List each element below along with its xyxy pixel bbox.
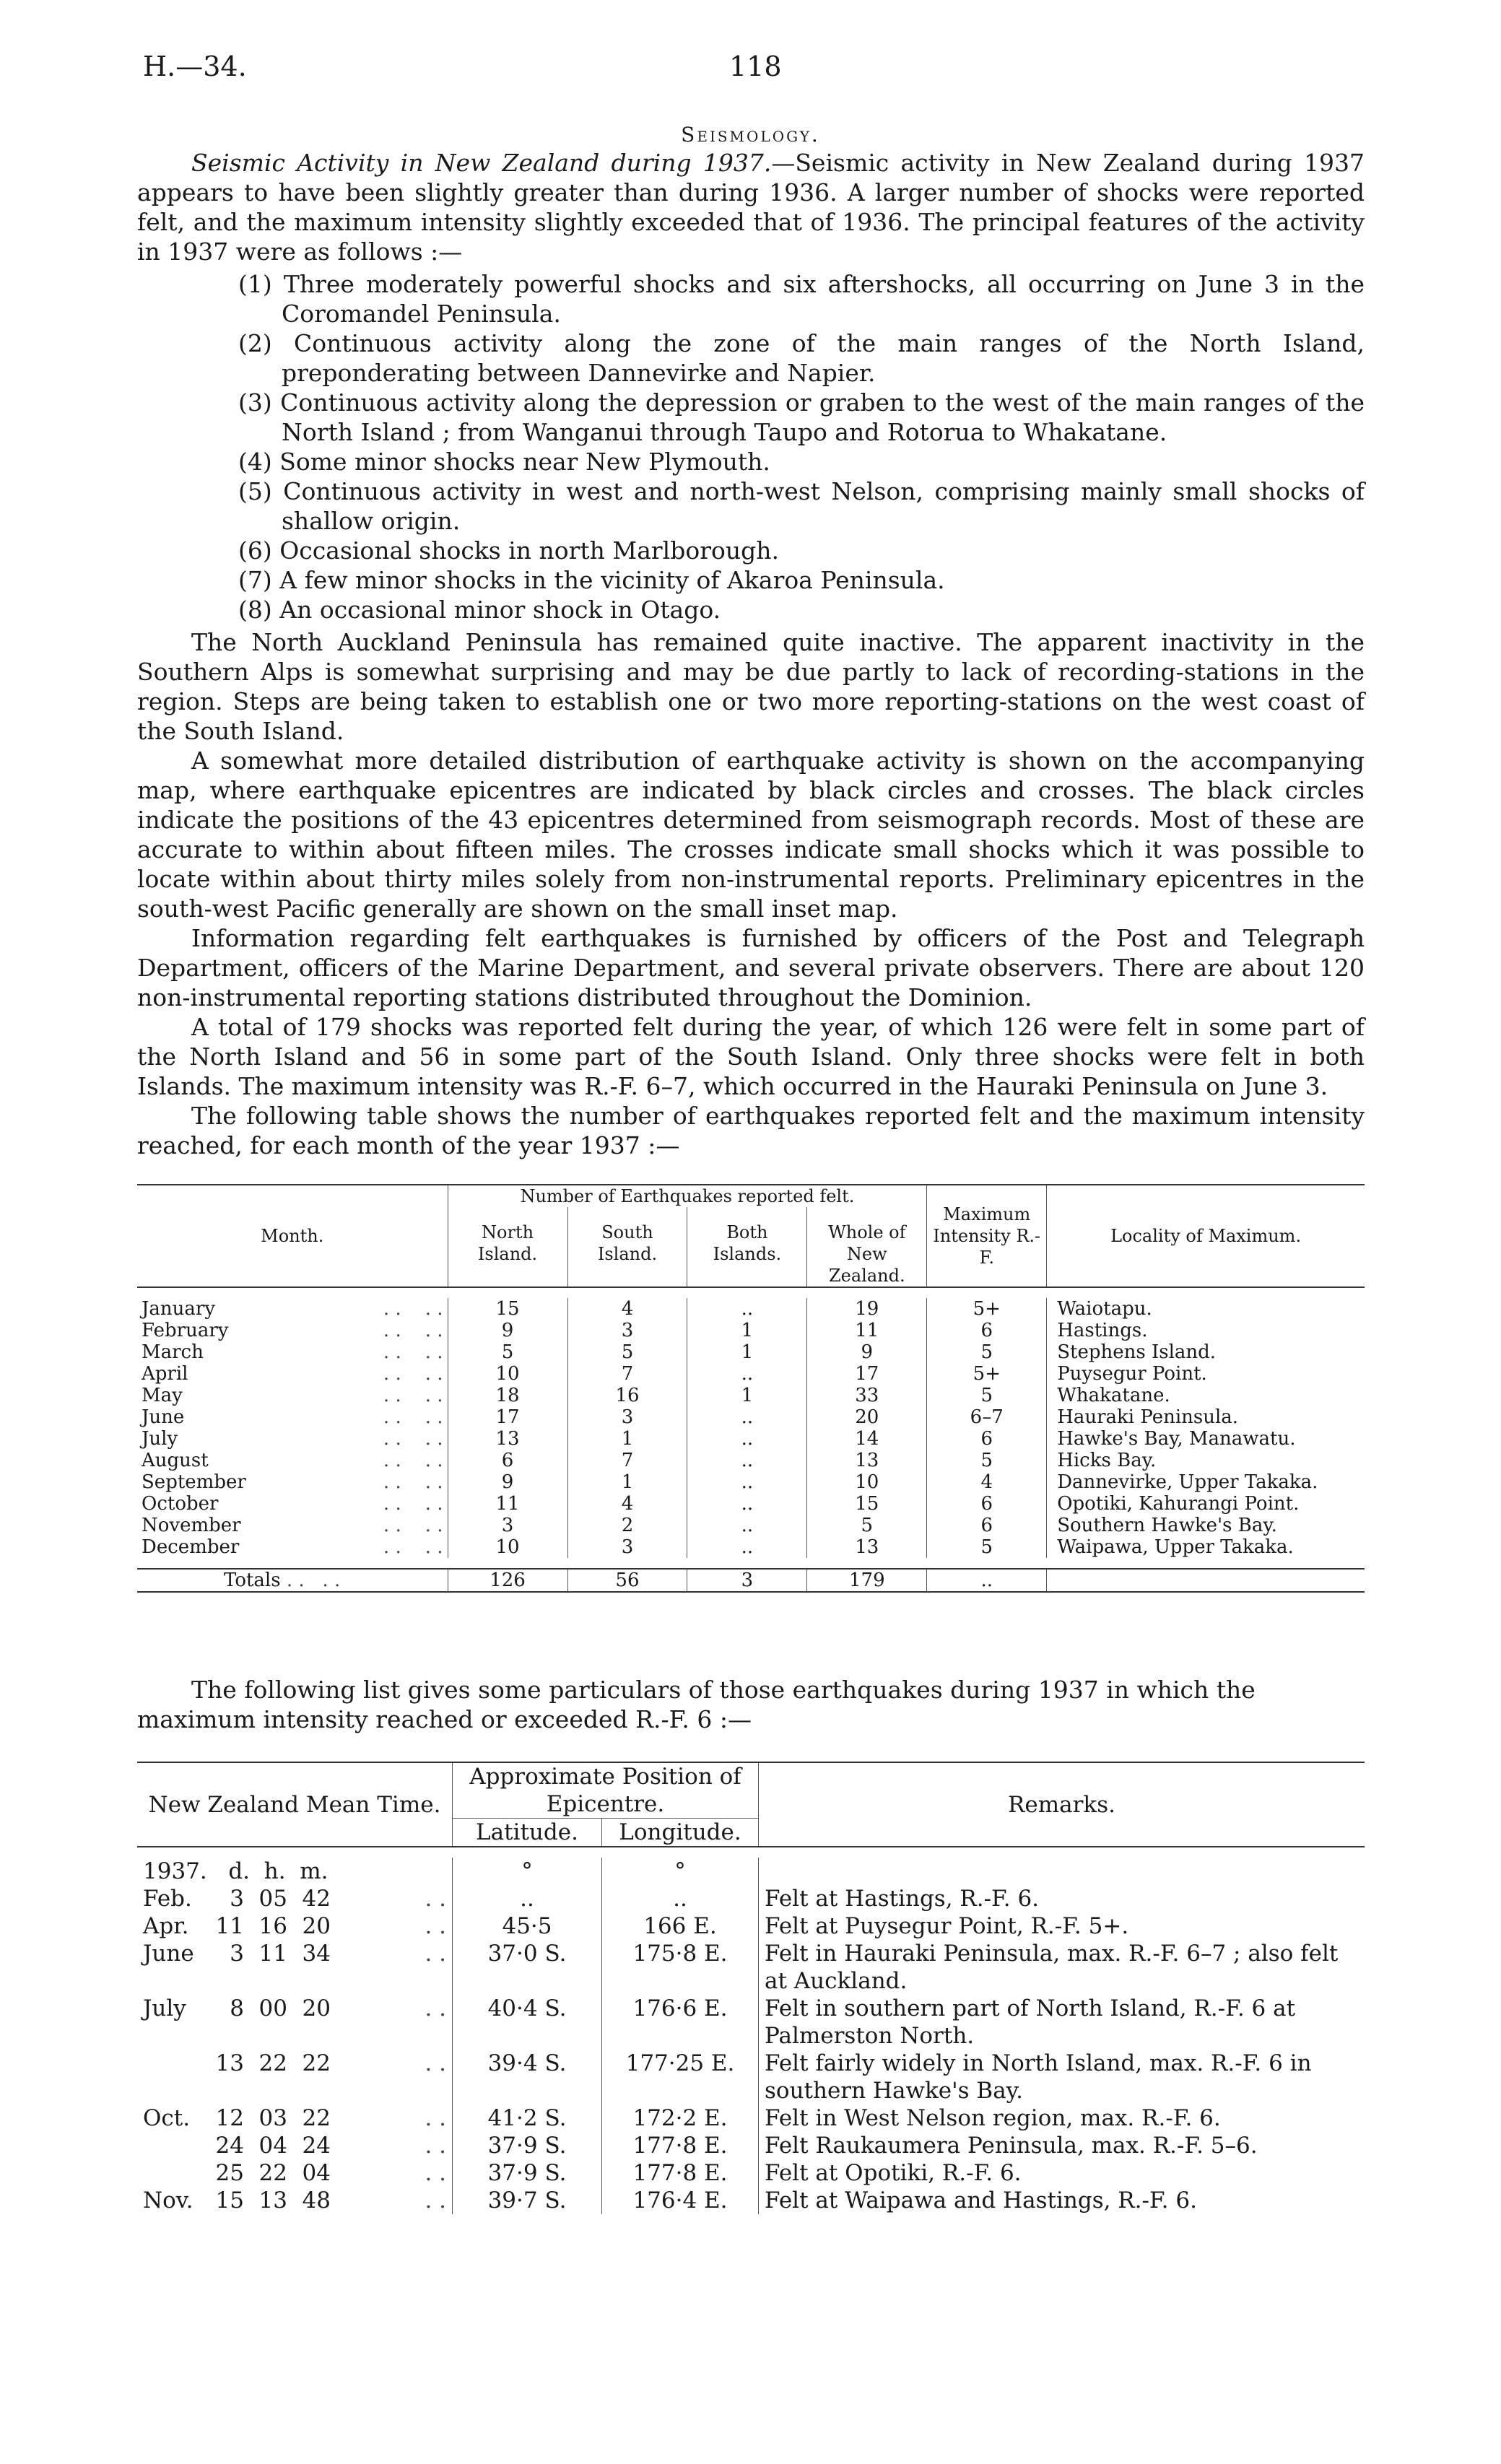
cell-locality: Hastings.: [1047, 1320, 1365, 1341]
cell-north: 13: [448, 1428, 567, 1450]
lat-unit: °: [453, 1858, 602, 1885]
month-name: January: [142, 1298, 216, 1320]
month-abbr: July: [143, 1995, 186, 2021]
month-name: July: [142, 1428, 178, 1450]
month-name: December: [142, 1536, 240, 1558]
leader-dots: . . . .: [383, 1406, 443, 1428]
cell-locality: Hicks Bay.: [1047, 1450, 1365, 1471]
month-cell: [137, 1493, 448, 1515]
day: 8: [230, 1995, 244, 2021]
longitude-cell: 175·8 E.: [602, 1940, 759, 1995]
leader-dots: . .: [425, 2105, 446, 2131]
longitude-cell: 177·8 E.: [602, 2132, 759, 2159]
table-row: [137, 2187, 1365, 2214]
feature-text: Three moderately powerful shocks and six aftershocks, all occurring on June 3 in the Coromandel Peninsula.: [282, 270, 1365, 328]
paragraph: Information regarding felt earthquakes is furnished by officers of the Post and Telegraph Department, officers of the Marine Department, and several private observers. There are about 120 non-instrumental reporting stations distributed throughout the Dominion.: [137, 924, 1365, 1011]
feature-number: (4): [238, 448, 272, 476]
cell-both: 1: [687, 1341, 807, 1363]
cell-both: ..: [687, 1515, 807, 1536]
table-row: [137, 1995, 1365, 2050]
totals-row: [137, 1569, 1365, 1592]
time-cell: [137, 1995, 453, 2050]
latitude-cell: 39·4 S.: [453, 2050, 602, 2104]
monthly-table-wrapper: [137, 1184, 1365, 1595]
lead-text: —Seismic activity in New Zealand during 1937 appears to have been slightly greater than during 1936. A larger number of shocks were reported felt, and the maximum intensity slightly exceeded that of 1936. The principal features of the activity in 1937 were as follows :—: [137, 149, 1365, 266]
feature-text: Continuous activity along the zone of the main ranges of the North Island, preponderating between Dannevirke and Napier.: [282, 329, 1365, 387]
month-cell: [137, 1536, 448, 1558]
hour: 04: [258, 2133, 287, 2159]
time-cell: [137, 2187, 453, 2214]
cell-whole: 11: [807, 1320, 927, 1341]
col-locality: Locality of Maximum.: [1047, 1185, 1365, 1287]
cell-both: ..: [687, 1298, 807, 1320]
table-row: [137, 1912, 1365, 1940]
table-row: [137, 1493, 1365, 1515]
latitude-cell: 37·9 S.: [453, 2132, 602, 2159]
month-name: June: [142, 1406, 185, 1428]
totals-label: Totals . . . .: [224, 1570, 341, 1591]
remarks-cell: Felt in West Nelson region, max. R.-F. 6.: [759, 2104, 1365, 2132]
cell-locality: Hawke's Bay, Manawatu.: [1047, 1428, 1365, 1450]
cell-both: ..: [687, 1450, 807, 1471]
cell-whole: 15: [807, 1493, 927, 1515]
feature-item: [238, 565, 1365, 595]
cell-whole: 20: [807, 1406, 927, 1428]
month-cell: [137, 1450, 448, 1471]
day: 3: [230, 1886, 244, 1912]
cell-south: 2: [567, 1515, 687, 1536]
col-max-intensity: Maximum Intensity R.-F.: [927, 1185, 1047, 1287]
remarks-cell: Felt in Hauraki Peninsula, max. R.-F. 6–7 ; also felt at Auckland.: [759, 1940, 1365, 1995]
cell-south: 1: [567, 1428, 687, 1450]
quake-table-body: [137, 1885, 1365, 2214]
cell-whole: 5: [807, 1515, 927, 1536]
feature-number: (2): [238, 329, 272, 357]
time-cell: [137, 2159, 453, 2187]
cell-whole: 13: [807, 1536, 927, 1558]
cell-north: 18: [448, 1385, 567, 1406]
cell-south: 1: [567, 1471, 687, 1493]
month-cell: [137, 1320, 448, 1341]
month-name: October: [142, 1493, 219, 1515]
leader-dots: . . . .: [383, 1493, 443, 1515]
cell-max: 6–7: [927, 1406, 1047, 1428]
cell-south: 7: [567, 1450, 687, 1471]
cell-max: 5: [927, 1450, 1047, 1471]
month-cell: [137, 1298, 448, 1320]
table-row: [137, 1536, 1365, 1558]
feature-item: [238, 269, 1365, 328]
longitude-cell: 177·8 E.: [602, 2159, 759, 2187]
leader-dots: . .: [425, 2133, 446, 2159]
cell-both: ..: [687, 1428, 807, 1450]
paragraph: A somewhat more detailed distribution of earthquake activity is shown on the accompanying map, where earthquake epicentres are indicated by black circles and crosses. The black circles indicate the positions of the 43 epicentres determined from seismograph records. Most of these are accurate to within about fifteen miles. The crosses indicate small shocks which it was possible to locate within about thirty miles solely from non-instrumental reports. Preliminary epicentres in the south-west Pacific generally are shown on the small inset map.: [137, 746, 1365, 923]
cell-both: ..: [687, 1493, 807, 1515]
cell-locality: Stephens Island.: [1047, 1341, 1365, 1363]
longitude-cell: ..: [602, 1885, 759, 1912]
latitude-cell: 37·0 S.: [453, 1940, 602, 1995]
feature-number: (8): [238, 596, 272, 624]
cell-both: ..: [687, 1471, 807, 1493]
table-row: [137, 1885, 1365, 1912]
cell-both: 1: [687, 1385, 807, 1406]
cell-south: 3: [567, 1406, 687, 1428]
table-row: [137, 1450, 1365, 1471]
cell-both: ..: [687, 1536, 807, 1558]
cell-max: 6: [927, 1493, 1047, 1515]
longitude-cell: 176·4 E.: [602, 2187, 759, 2214]
month-name: August: [142, 1450, 209, 1471]
cell-north: 10: [448, 1536, 567, 1558]
cell-max: 5: [927, 1341, 1047, 1363]
month-name: March: [142, 1341, 204, 1363]
minute: 22: [302, 2105, 331, 2131]
total-whole: 179: [807, 1569, 927, 1592]
table-row: [137, 1428, 1365, 1450]
longitude-cell: 166 E.: [602, 1912, 759, 1940]
monthly-earthquake-table: [137, 1184, 1365, 1595]
cell-north: 3: [448, 1515, 567, 1536]
leader-dots: . . . .: [383, 1428, 443, 1450]
cell-north: 6: [448, 1450, 567, 1471]
minute: 20: [302, 1913, 331, 1939]
remarks-cell: Felt in southern part of North Island, R.-F. 6 at Palmerston North.: [759, 1995, 1365, 2050]
feature-item: [238, 388, 1365, 447]
hour: 16: [258, 1913, 287, 1939]
total-max: ..: [927, 1569, 1047, 1592]
table-row: [137, 1471, 1365, 1493]
cell-whole: 19: [807, 1298, 927, 1320]
cell-north: 9: [448, 1320, 567, 1341]
leader-dots: . .: [425, 2187, 446, 2213]
month-name: September: [142, 1471, 246, 1493]
col-whole: Whole of New Zealand.: [807, 1207, 927, 1287]
col-longitude: Longitude.: [602, 1819, 759, 1847]
feature-item: [238, 536, 1365, 565]
leader-dots: . . . .: [383, 1363, 443, 1385]
cell-whole: 14: [807, 1428, 927, 1450]
remarks-cell: Felt Raukaumera Peninsula, max. R.-F. 5–6.: [759, 2132, 1365, 2159]
leader-dots: . . . .: [383, 1298, 443, 1320]
leader-dots: . . . .: [383, 1471, 443, 1493]
cell-max: 4: [927, 1471, 1047, 1493]
minute: 24: [302, 2133, 331, 2159]
cell-locality: Opotiki, Kahurangi Point.: [1047, 1493, 1365, 1515]
month-cell: [137, 1515, 448, 1536]
lon-unit: °: [602, 1858, 759, 1885]
month-cell: [137, 1385, 448, 1406]
latitude-cell: 37·9 S.: [453, 2159, 602, 2187]
month-abbr: Apr.: [143, 1913, 189, 1939]
month-abbr: Nov.: [143, 2187, 193, 2213]
cell-max: 5: [927, 1536, 1047, 1558]
quake-table-wrapper: [137, 1762, 1365, 2214]
hour: 22: [258, 2160, 287, 2186]
feature-text: Occasional shocks in north Marlborough.: [279, 536, 779, 565]
col-both: Both Islands.: [687, 1207, 807, 1287]
time-cell: [137, 1940, 453, 1995]
latitude-cell: 39·7 S.: [453, 2187, 602, 2214]
col-time: New Zealand Mean Time.: [148, 1791, 441, 1818]
minute: 20: [302, 1995, 331, 2021]
cell-locality: Southern Hawke's Bay.: [1047, 1515, 1365, 1536]
cell-locality: Waipawa, Upper Takaka.: [1047, 1536, 1365, 1558]
table-row: [137, 1406, 1365, 1428]
month-abbr: Feb.: [143, 1886, 192, 1912]
leader-dots: . .: [425, 1941, 446, 1967]
monthly-table-body: [137, 1298, 1365, 1558]
feature-text: An occasional minor shock in Otago.: [279, 596, 721, 624]
cell-max: 5+: [927, 1363, 1047, 1385]
feature-item: [238, 476, 1365, 536]
minute: 04: [302, 2160, 331, 2186]
section-title: Seismology.: [681, 123, 820, 147]
cell-locality: Dannevirke, Upper Takaka.: [1047, 1471, 1365, 1493]
feature-number: (5): [238, 477, 272, 505]
remarks-cell: Felt at Puysegur Point, R.-F. 5+.: [759, 1912, 1365, 1940]
col-latitude: Latitude.: [453, 1819, 602, 1847]
cell-both: ..: [687, 1406, 807, 1428]
cell-whole: 33: [807, 1385, 927, 1406]
feature-text: Some minor shocks near New Plymouth.: [279, 448, 770, 476]
cell-locality: Waiotapu.: [1047, 1298, 1365, 1320]
time-cell: [137, 2050, 453, 2104]
table-row: [137, 1320, 1365, 1341]
table-row: [137, 1515, 1365, 1536]
day: 12: [215, 2105, 244, 2131]
month-abbr: June: [143, 1941, 194, 1967]
feature-item: [238, 447, 1365, 476]
remarks-cell: Felt fairly widely in North Island, max. R.-F. 6 in southern Hawke's Bay.: [759, 2050, 1365, 2104]
month-name: April: [142, 1363, 188, 1385]
month-name: May: [142, 1385, 183, 1406]
cell-south: 5: [567, 1341, 687, 1363]
cell-north: 9: [448, 1471, 567, 1493]
feature-text: Continuous activity in west and north-west Nelson, comprising mainly small shocks of shallow origin.: [282, 477, 1365, 535]
hour: 05: [258, 1886, 287, 1912]
month-cell: [137, 1406, 448, 1428]
time-cell: [137, 1912, 453, 1940]
total-both: 3: [687, 1569, 807, 1592]
table-row: [137, 2104, 1365, 2132]
cell-south: 4: [567, 1298, 687, 1320]
cell-max: 5: [927, 1385, 1047, 1406]
month-cell: [137, 1363, 448, 1385]
day: 11: [215, 1913, 244, 1939]
quake-list-table: [137, 1762, 1365, 2214]
time-cell: [137, 1885, 453, 1912]
remarks-cell: Felt at Hastings, R.-F. 6.: [759, 1885, 1365, 1912]
day: 15: [215, 2187, 244, 2213]
longitude-cell: 172·2 E.: [602, 2104, 759, 2132]
time-cell: [137, 2104, 453, 2132]
paragraph: The North Auckland Peninsula has remained quite inactive. The apparent inactivity in the Southern Alps is somewhat surprising and may be due partly to lack of recording-stations in the region. Steps are being taken to establish one or two more reporting-stations on the west coast of the South Island.: [137, 628, 1365, 745]
col-remarks: Remarks.: [759, 1762, 1365, 1847]
cell-max: 6: [927, 1320, 1047, 1341]
cell-locality: Hauraki Peninsula.: [1047, 1406, 1365, 1428]
hour: 03: [258, 2105, 287, 2131]
month-cell: [137, 1428, 448, 1450]
table-row: [137, 1298, 1365, 1320]
month-cell: [137, 1341, 448, 1363]
cell-south: 4: [567, 1493, 687, 1515]
feature-item: [238, 595, 1365, 624]
col-south: South Island.: [567, 1207, 687, 1287]
cell-both: 1: [687, 1320, 807, 1341]
report-reference: H.—34.: [143, 51, 247, 82]
minute: 42: [302, 1886, 331, 1912]
lead-paragraph: [137, 148, 1365, 266]
feature-text: Continuous activity along the depression or graben to the west of the main ranges of the North Island ; from Wanganui through Taupo and Rotorua to Whakatane.: [280, 388, 1365, 446]
leader-dots: . .: [425, 1995, 446, 2021]
cell-whole: 9: [807, 1341, 927, 1363]
cell-south: 16: [567, 1385, 687, 1406]
total-south: 56: [567, 1569, 687, 1592]
cell-locality: Whakatane.: [1047, 1385, 1365, 1406]
table-row: [137, 1385, 1365, 1406]
cell-north: 10: [448, 1363, 567, 1385]
longitude-cell: 177·25 E.: [602, 2050, 759, 2104]
cell-max: 6: [927, 1515, 1047, 1536]
feature-number: (1): [238, 270, 272, 298]
hour: 11: [258, 1941, 287, 1967]
paragraph: The following table shows the number of earthquakes reported felt and the maximum intensity reached, for each month of the year 1937 :—: [137, 1102, 1365, 1159]
month-cell: [137, 1471, 448, 1493]
cell-north: 15: [448, 1298, 567, 1320]
leader-dots: . .: [425, 2050, 446, 2076]
lead-heading: Seismic Activity in New Zealand during 1937.: [191, 149, 772, 177]
page-number: 118: [729, 51, 782, 82]
cell-north: 17: [448, 1406, 567, 1428]
longitude-cell: 176·6 E.: [602, 1995, 759, 2050]
hour: 22: [258, 2050, 287, 2076]
table-row: [137, 2159, 1365, 2187]
cell-max: 6: [927, 1428, 1047, 1450]
list-intro: [137, 1675, 1365, 1734]
body-text: [137, 148, 1365, 1160]
day: 24: [215, 2133, 244, 2159]
leader-dots: . .: [425, 2160, 446, 2186]
leader-dots: . . . .: [383, 1385, 443, 1406]
cell-south: 3: [567, 1536, 687, 1558]
latitude-cell: ..: [453, 1885, 602, 1912]
hour: 13: [258, 2187, 287, 2213]
col-north: North Island.: [448, 1207, 567, 1287]
time-units: 1937. d. h. m.: [143, 1858, 329, 1884]
table-row: [137, 1341, 1365, 1363]
col-month: Month.: [261, 1226, 324, 1246]
minute: 22: [302, 2050, 331, 2076]
total-north: 126: [448, 1569, 567, 1592]
paragraph: A total of 179 shocks was reported felt during the year, of which 126 were felt in some part of the North Island and 56 in some part of the South Island. Only three shocks were felt in both Islands. The maximum intensity was R.-F. 6–7, which occurred in the Hauraki Peninsula on June 3.: [137, 1013, 1365, 1100]
cell-south: 7: [567, 1363, 687, 1385]
minute: 34: [302, 1941, 331, 1967]
leader-dots: . . . .: [383, 1536, 443, 1558]
remarks-cell: Felt at Opotiki, R.-F. 6.: [759, 2159, 1365, 2187]
month-name: February: [142, 1320, 229, 1341]
feature-number: (6): [238, 536, 272, 565]
cell-max: 5+: [927, 1298, 1047, 1320]
cell-locality: Puysegur Point.: [1047, 1363, 1365, 1385]
hour: 00: [258, 1995, 287, 2021]
leader-dots: . . . .: [383, 1515, 443, 1536]
latitude-cell: 41·2 S.: [453, 2104, 602, 2132]
day: 25: [215, 2160, 244, 2186]
cell-north: 5: [448, 1341, 567, 1363]
cell-south: 3: [567, 1320, 687, 1341]
leader-dots: . . . .: [383, 1450, 443, 1471]
cell-both: ..: [687, 1363, 807, 1385]
features-list: [238, 269, 1365, 624]
latitude-cell: 45·5: [453, 1912, 602, 1940]
col-position: Approximate Position of Epicentre.: [453, 1762, 759, 1819]
feature-number: (3): [238, 388, 272, 417]
leader-dots: . . . .: [383, 1320, 443, 1341]
feature-number: (7): [238, 566, 272, 594]
day: 3: [230, 1941, 244, 1967]
leader-dots: . .: [425, 1913, 446, 1939]
table-row: [137, 1363, 1365, 1385]
cell-whole: 17: [807, 1363, 927, 1385]
minute: 48: [302, 2187, 331, 2213]
latitude-cell: 40·4 S.: [453, 1995, 602, 2050]
col-group-felt: Number of Earthquakes reported felt.: [448, 1185, 927, 1207]
month-abbr: Oct.: [143, 2105, 191, 2131]
table-row: [137, 2132, 1365, 2159]
leader-dots: . .: [425, 1886, 446, 1912]
cell-whole: 10: [807, 1471, 927, 1493]
units-row: [137, 1858, 1365, 1885]
table-row: [137, 1940, 1365, 1995]
list-intro-text: The following list gives some particulars of those earthquakes during 1937 in which the maximum intensity reached or exceeded R.-F. 6 :—: [137, 1676, 1256, 1733]
month-name: November: [142, 1515, 241, 1536]
remarks-cell: Felt at Waipawa and Hastings, R.-F. 6.: [759, 2187, 1365, 2214]
day: 13: [215, 2050, 244, 2076]
time-cell: [137, 2132, 453, 2159]
cell-north: 11: [448, 1493, 567, 1515]
feature-text: A few minor shocks in the vicinity of Akaroa Peninsula.: [279, 566, 945, 594]
leader-dots: . . . .: [383, 1341, 443, 1363]
cell-whole: 13: [807, 1450, 927, 1471]
table-row: [137, 2050, 1365, 2104]
feature-item: [238, 328, 1365, 388]
